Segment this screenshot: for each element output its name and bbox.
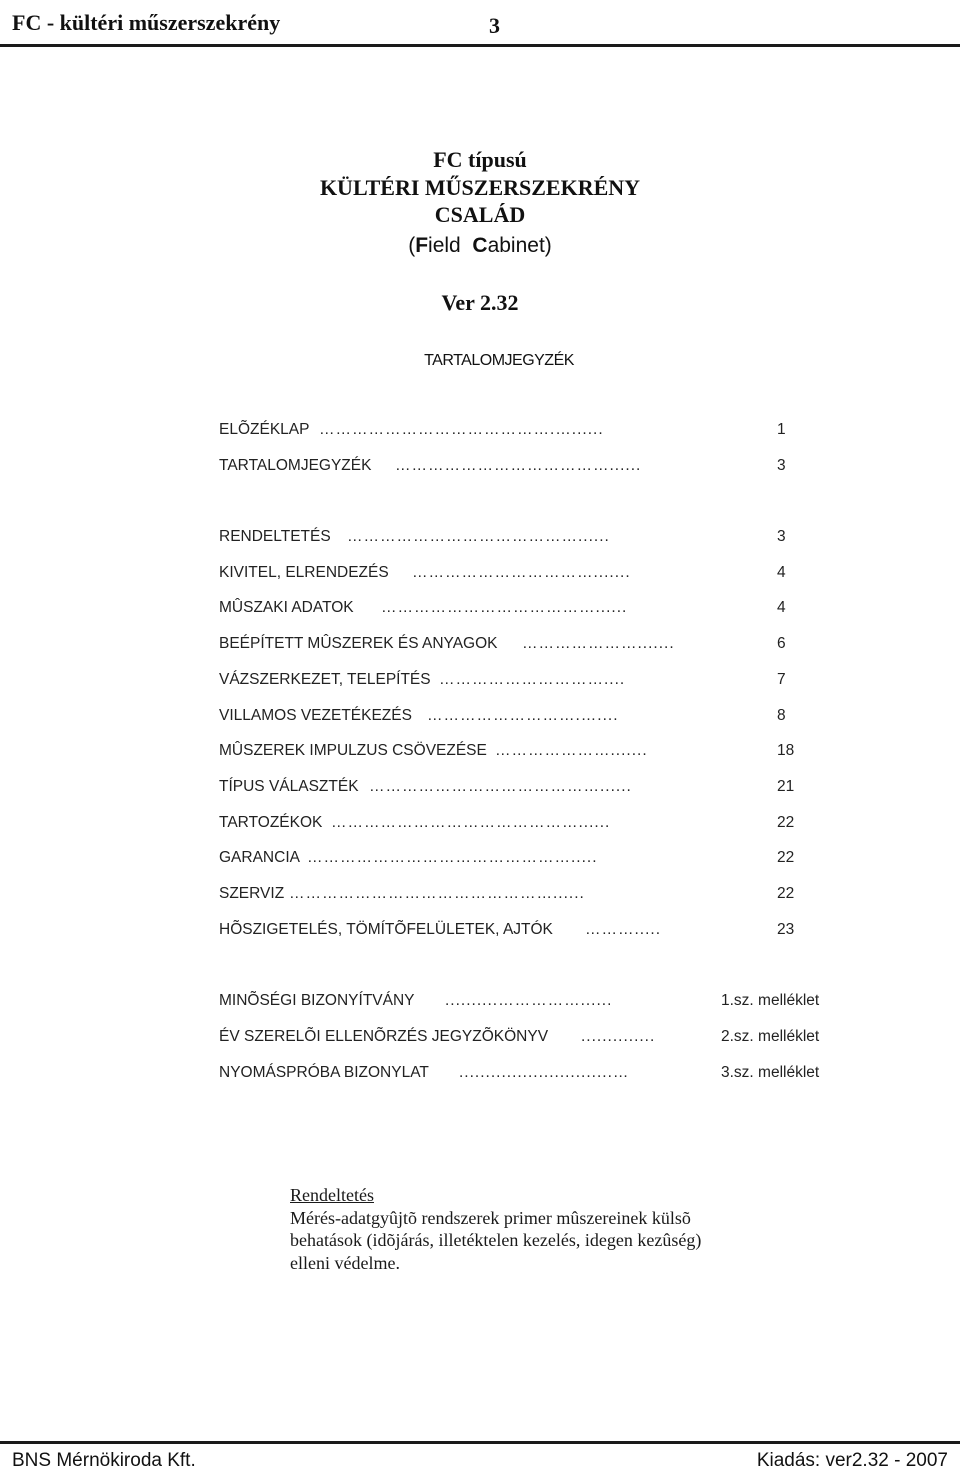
subtitle-initial-f: F bbox=[415, 233, 429, 257]
document-title bbox=[0, 146, 960, 260]
toc-entry-label: MÛSZAKI ADATOK bbox=[219, 599, 354, 616]
toc-entry-dots: …………………....... bbox=[522, 635, 675, 652]
toc-entry bbox=[219, 528, 786, 550]
subtitle-field: ield bbox=[428, 233, 461, 257]
footer-edition: Kiadás: ver2.32 - 2007 bbox=[756, 1450, 948, 1471]
toc-entry bbox=[219, 599, 786, 621]
annex-entry-label: NYOMÁSPRÓBA BIZONYLAT bbox=[219, 1064, 429, 1081]
title-line-3: CSALÁD bbox=[434, 202, 526, 227]
subtitle-cabinet: abinet) bbox=[487, 233, 552, 257]
title-line-2: KÜLTÉRI MŰSZERSZEKRÉNY bbox=[319, 174, 641, 200]
toc-entry-dots: …………………………………...... bbox=[395, 457, 642, 474]
toc-entry-page: 21 bbox=[777, 778, 795, 795]
toc-entry bbox=[219, 849, 795, 871]
toc-entry-label: VÁZSZERKEZET, TELEPÍTÉS bbox=[219, 671, 431, 688]
toc-entry-page: 3 bbox=[777, 457, 786, 474]
annex-entry-page: 2.sz. melléklet bbox=[721, 1028, 820, 1045]
toc-entry-page: 8 bbox=[777, 707, 786, 724]
toc-entry-page: 22 bbox=[777, 849, 795, 866]
toc-entry-page: 4 bbox=[777, 564, 786, 581]
annex-entry-dots: .............................… bbox=[459, 1064, 630, 1081]
toc-heading: TARTALOMJEGYZÉK bbox=[424, 352, 574, 369]
annex-entry bbox=[219, 1064, 820, 1086]
purpose-section bbox=[290, 1184, 890, 1274]
toc-entry-page: 1 bbox=[777, 421, 786, 438]
toc-entry-label: MÛSZEREK IMPULZUS CSÖVEZÉSE bbox=[219, 742, 487, 759]
page-number: 3 bbox=[489, 13, 500, 38]
toc-entry-page: 23 bbox=[777, 921, 795, 938]
toc-entry bbox=[219, 421, 786, 443]
toc-entry-dots: ……………………….….... bbox=[427, 707, 619, 724]
title-line-1: FC típusú bbox=[433, 147, 527, 172]
toc-entry-page: 6 bbox=[777, 635, 786, 652]
toc-entry-label: BEÉPÍTETT MÛSZEREK ÉS ANYAGOK bbox=[219, 635, 498, 652]
toc-entry-dots: ………………………………………...... bbox=[331, 814, 611, 831]
toc-entry-label: KIVITEL, ELRENDEZÉS bbox=[219, 564, 389, 581]
toc-entry-label: HÕSZIGETELÉS, TÖMÍTÕFELÜLETEK, AJTÓK bbox=[219, 921, 553, 938]
toc-entry-page: 3 bbox=[777, 528, 786, 545]
toc-entry-dots: …………………………………….…...... bbox=[319, 421, 604, 438]
toc-entry-label: TARTOZÉKOK bbox=[219, 814, 323, 831]
toc-entry-label: TARTALOMJEGYZÉK bbox=[219, 457, 372, 474]
annex-entry-dots: ..........……………...... bbox=[445, 992, 613, 1009]
toc-entry-label: GARANCIA bbox=[219, 849, 300, 866]
footer-rule bbox=[0, 1441, 960, 1444]
toc-entry bbox=[219, 635, 786, 657]
toc-entry-label: VILLAMOS VEZETÉKEZÉS bbox=[219, 707, 412, 724]
toc-entry bbox=[219, 564, 786, 586]
toc-entry-dots: …………………………………………..... bbox=[307, 849, 598, 866]
toc-entry-page: 18 bbox=[777, 742, 795, 759]
toc-entry-page: 7 bbox=[777, 671, 786, 688]
header-rule bbox=[0, 44, 960, 47]
purpose-line: Mérés-adatgyûjtõ rendszerek primer mûszereinek külsõ bbox=[290, 1207, 691, 1228]
toc-entry bbox=[219, 707, 786, 729]
toc-entry-page: 4 bbox=[777, 599, 786, 616]
annex-entry-label: MINÕSÉGI BIZONYÍTVÁNY bbox=[219, 992, 415, 1009]
footer-company: BNS Mérnökiroda Kft. bbox=[12, 1450, 196, 1471]
purpose-line: elleni védelme. bbox=[290, 1252, 400, 1273]
annex-entry bbox=[219, 1028, 820, 1050]
toc-entry-dots: …………………………………...... bbox=[381, 599, 628, 616]
toc-entry-dots: …………………………………………...... bbox=[289, 885, 585, 902]
toc-entry-dots: ……………………………………...... bbox=[347, 528, 610, 545]
toc-entry bbox=[219, 921, 795, 943]
toc-entry-label: RENDELTETÉS bbox=[219, 528, 331, 545]
subtitle-initial-c: C bbox=[472, 233, 488, 257]
annex-entry-label: ÉV SZERELÕI ELLENÕRZÉS JEGYZÕKÖNYV bbox=[219, 1028, 549, 1045]
purpose-line: behatások (idõjárás, illetéktelen kezelés, idegen kezûség) bbox=[290, 1230, 702, 1250]
toc-entry bbox=[219, 457, 786, 479]
header-title: FC - kültéri műszerszekrény bbox=[12, 10, 281, 35]
toc-entry bbox=[219, 885, 795, 907]
toc-entry bbox=[219, 671, 786, 693]
toc-entry-label: TÍPUS VÁLASZTÉK bbox=[219, 778, 359, 795]
toc-entry-label: ELÕZÉKLAP bbox=[219, 421, 310, 438]
toc-entry-dots: ……………………………....... bbox=[412, 564, 631, 581]
annex-entry-page: 3.sz. melléklet bbox=[721, 1064, 820, 1081]
toc-entry-page: 22 bbox=[777, 885, 795, 902]
title-subtitle bbox=[0, 231, 960, 260]
toc-entry-dots: ……………………………………...... bbox=[369, 778, 632, 795]
toc-entry-label: SZERVIZ bbox=[219, 885, 285, 902]
annex-entry-dots: .............. bbox=[581, 1028, 656, 1045]
annex-entry bbox=[219, 992, 820, 1014]
toc-entry bbox=[219, 778, 795, 800]
toc-entry bbox=[219, 814, 795, 836]
toc-entry-page: 22 bbox=[777, 814, 795, 831]
toc-entry-dots: …………………....... bbox=[495, 742, 648, 759]
toc-entry-dots: ………..... bbox=[585, 921, 662, 938]
toc-entry bbox=[219, 742, 795, 764]
subtitle-open-paren: ( bbox=[408, 233, 416, 257]
toc-entry-dots: ………………………….... bbox=[439, 671, 626, 688]
purpose-heading: Rendeltetés bbox=[290, 1185, 374, 1205]
version-label: Ver 2.32 bbox=[441, 290, 519, 315]
annex-entry-page: 1.sz. melléklet bbox=[721, 992, 820, 1009]
